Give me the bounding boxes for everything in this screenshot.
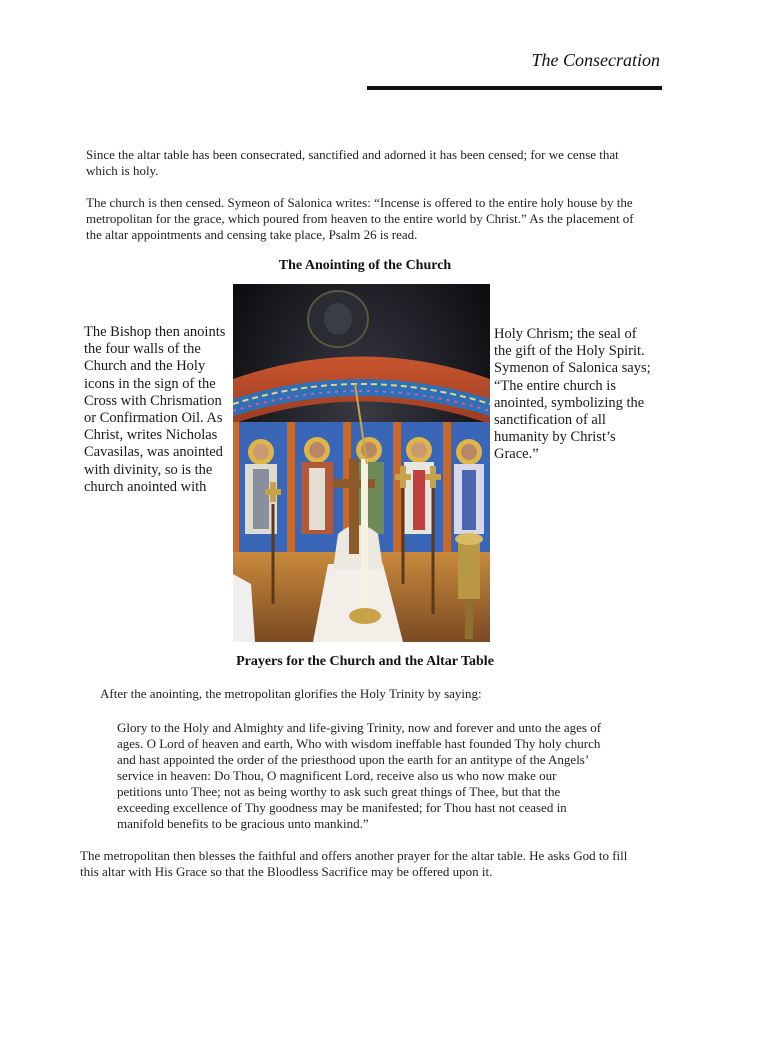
church-anointing-photo [233,284,490,642]
closing-paragraph: The metropolitan then blesses the faithful and offers another prayer for the altar table. He asks God to fill this altar with His Grace so that the Bloodless Sacrifice may be offered upon it. [80,848,628,879]
prayers-intro: After the anointing, the metropolitan glorifies the Holy Trinity by saying: [100,686,482,701]
header-rule [367,86,662,90]
prayers-heading: Prayers for the Church and the Altar Table [236,654,494,669]
anointing-heading: The Anointing of the Church [278,258,452,273]
running-title: The Consecration [531,50,660,70]
anointing-right-column: Holy Chrism; the seal of the gift of the Holy Spirit. Symenon of Salonica says; “The entire church is anointed, symbolizing the sanctification of all humanity by Christ’s Grace.” [494,326,651,463]
prayer-quote: Glory to the Holy and Almighty and life-giving Trinity, now and forever and unto the ages of ages. O Lord of heaven and earth, Who with wisdom ineffable hast founded Thy holy church and hast appointed the order of the priesthood upon the earth for an antitype of the Angels’ service in heaven: Do Thou, O magnificent Lord, receive also us who now make our petitions unto Thee; not as being worthy to ask such great things of Thee, but that the exceeding excellence of Thy goodness may be manifested; for Thou hast not ceased in manifold benefits to be gracious unto mankind.” [117,720,602,831]
anointing-left-column: The Bishop then anoints the four walls of the Church and the Holy icons in the sign of the Cross with Chrismation or Confirmation Oil. As Christ, writes Nicholas Cavasilas, was anointed with divinity, so is the church anointed with [84,324,226,495]
intro-paragraph-1: Since the altar table has been consecrated, sanctified and adorned it has been censed; for we cense that which is holy. [86,147,619,178]
intro-paragraph-2: The church is then censed. Symeon of Salonica writes: “Incense is offered to the entire holy house by the metropolitan for the grace, which poured from heaven to the entire world by Christ.” As the placement of the altar appointments and censing take place, Psalm 26 is read. [86,195,634,242]
